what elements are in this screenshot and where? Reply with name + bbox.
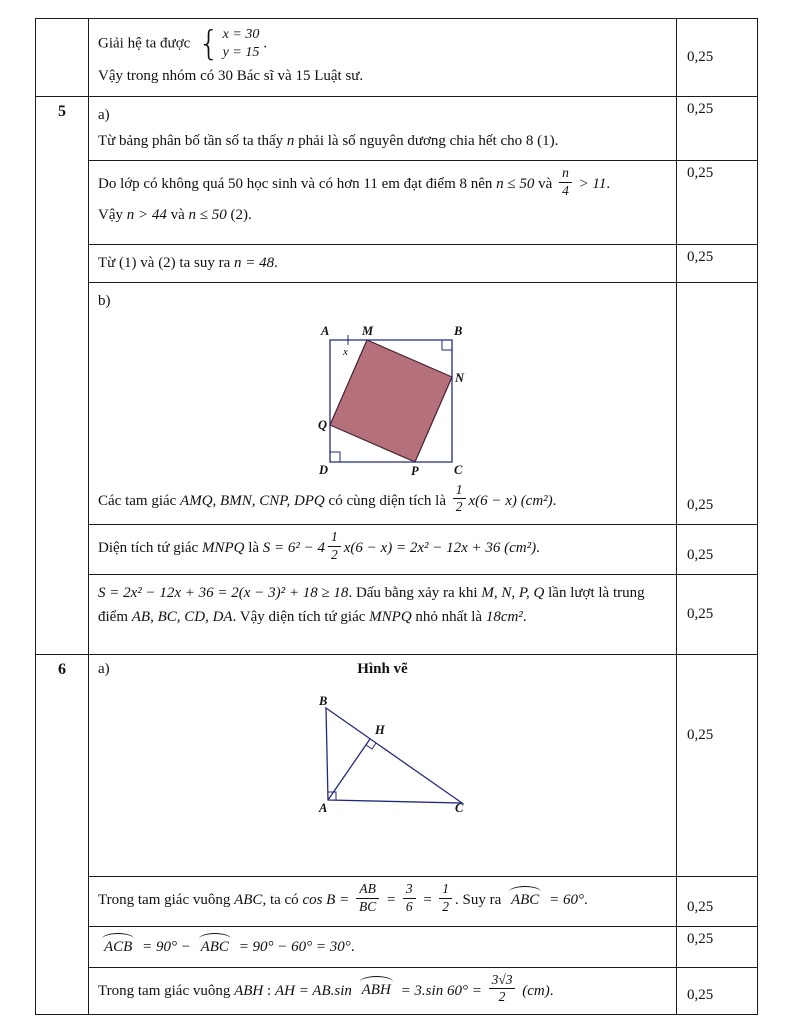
- text-run: .: [549, 982, 554, 999]
- points-cell: [677, 283, 758, 525]
- text-run: Diện tích tứ giác: [98, 540, 199, 557]
- math-run: cos B =: [302, 892, 350, 909]
- table-row: [36, 967, 758, 1015]
- vertex-label-c: C: [454, 801, 463, 815]
- text-run: .: [536, 540, 540, 557]
- points-cell: [677, 877, 758, 927]
- text-run: và: [170, 206, 185, 223]
- text-run: . Suy ra: [454, 892, 502, 909]
- right-angle-mark-d: [330, 452, 340, 462]
- points-value: 0,25: [687, 899, 714, 916]
- brace-glyph: {: [198, 23, 220, 64]
- math-run: S = 6² − 4: [262, 540, 326, 557]
- fraction: $\frac{1}{2}$: [453, 483, 466, 516]
- text-run: .: [350, 939, 355, 956]
- part-label: a): [98, 106, 110, 123]
- question-number-cell-empty: [36, 19, 89, 97]
- math-run: n = 48: [234, 255, 275, 272]
- vertex-label-n: N: [455, 370, 465, 385]
- text-run: có cùng diện tích là: [328, 492, 446, 509]
- math-run: = 90° −: [142, 939, 191, 956]
- segment-label-x: x: [343, 345, 348, 358]
- table-row: [36, 877, 758, 927]
- content-cell: [89, 525, 677, 575]
- text-run: , ta có: [262, 892, 299, 909]
- text-run: Do lớp có không quá 50 học sinh và có hơn 11 em đạt điểm 8 nên: [98, 175, 493, 192]
- triangle-figure-svg: [288, 694, 478, 814]
- solution-line: [98, 971, 667, 1008]
- math-run: S = 2x² − 12x + 36 = 2(x − 3)² + 18 ≥ 18: [98, 585, 349, 602]
- points-cell: [677, 525, 758, 575]
- content-cell: [89, 575, 677, 655]
- text-run: phải là số nguyên dương chia hết cho 8 (1).: [298, 132, 559, 149]
- solution-line: [98, 23, 667, 64]
- table-row: [36, 575, 758, 655]
- math-run: = 90° − 60° = 30°: [238, 939, 351, 956]
- content-cell: [89, 967, 677, 1015]
- angle-hat: ABC: [197, 934, 233, 959]
- math-run: ABC: [234, 892, 263, 909]
- points-cell: [677, 245, 758, 283]
- angle-hat: ABC: [507, 887, 543, 912]
- solution-line: [98, 204, 667, 227]
- fraction: $\frac{1}{2}$: [328, 530, 341, 563]
- text-run: lần lượt là trung điểm: [98, 585, 645, 625]
- solution-line: [98, 582, 667, 629]
- text-run: Các tam giác: [98, 492, 177, 509]
- content-cell: [89, 96, 677, 161]
- points-cell: [677, 96, 758, 161]
- table-row: [36, 927, 758, 967]
- fraction: $\frac{n}{4}$: [559, 166, 572, 199]
- points-value: 0,25: [687, 606, 714, 623]
- points-value: 0,25: [687, 931, 714, 948]
- vertex-label-a: A: [321, 323, 330, 338]
- fraction: $\frac{3√3}{2}$: [489, 973, 516, 1006]
- math-run: = 3.sin 60° =: [400, 982, 482, 999]
- vertex-label-b: B: [454, 323, 463, 338]
- angle-hat: ACB: [100, 934, 136, 959]
- math-run: AH = AB.sin: [274, 982, 352, 999]
- points-cell: [677, 19, 758, 97]
- text-run: Trong tam giác vuông: [98, 982, 231, 999]
- text-run: . Vậy diện tích tứ giác: [232, 608, 366, 625]
- points-cell: [677, 161, 758, 245]
- math-run: x(6 − x): [468, 492, 517, 509]
- content-cell: [89, 927, 677, 967]
- vertex-label-p: P: [411, 463, 419, 477]
- solution-line: [98, 130, 667, 153]
- table-row: [36, 525, 758, 575]
- part-label: b): [98, 293, 111, 310]
- content-cell: [89, 161, 677, 245]
- math-run: > 11: [578, 175, 607, 192]
- math-run: M, N, P, Q: [481, 585, 545, 602]
- text-run: Từ bảng phân bố tần số ta thấy: [98, 132, 284, 149]
- points-cell: [677, 575, 758, 655]
- text-run: Vậy: [98, 206, 123, 223]
- vertex-label-a: A: [318, 801, 327, 815]
- content-cell: [89, 283, 677, 525]
- text-run: là: [248, 540, 260, 557]
- text-run: :: [267, 982, 272, 999]
- right-angle-mark-b: [442, 340, 452, 350]
- math-run: n: [286, 132, 295, 149]
- points-value: 0,25: [687, 249, 714, 266]
- solution-line: [98, 481, 667, 518]
- math-run: =: [422, 892, 433, 909]
- points-value: 0,25: [687, 165, 714, 182]
- text-run: Vậy trong nhóm có 30 Bác sĩ và 15 Luật sư.: [98, 68, 364, 85]
- text-run: . Dấu bằng xảy ra khi: [348, 585, 478, 602]
- points-value: 0,25: [687, 497, 714, 514]
- equation: y = 15: [222, 45, 260, 61]
- figure-square: [98, 322, 667, 482]
- math-run: AMQ, BMN, CNP, DPQ: [180, 492, 325, 509]
- points-value: 0,25: [687, 727, 714, 744]
- angle-hat: ABH: [358, 977, 395, 1002]
- fraction: $\frac{1}{2}$: [439, 882, 452, 915]
- solution-line: [98, 881, 667, 917]
- math-run: n > 44: [126, 206, 167, 223]
- vertex-label-m: M: [362, 323, 374, 338]
- table-row: [36, 245, 758, 283]
- content-cell: [89, 245, 677, 283]
- altitude-ah: [328, 739, 370, 800]
- vertex-label-b: B: [318, 694, 327, 709]
- math-run: (cm²): [520, 492, 553, 509]
- part-label: a): [98, 661, 110, 678]
- inscribed-quadrilateral-mnpq: [330, 340, 452, 462]
- points-cell: [677, 927, 758, 967]
- math-run: 18cm²: [485, 608, 523, 625]
- table-row: [36, 161, 758, 245]
- equation-system: [198, 23, 260, 64]
- right-angle-mark-h: [366, 743, 376, 749]
- points-value: 0,25: [687, 100, 714, 117]
- vertex-label-d: D: [319, 462, 329, 477]
- math-run: =: [385, 892, 397, 909]
- solution-line: [98, 65, 667, 88]
- math-run: n ≤ 50: [188, 206, 227, 223]
- vertex-label-q: Q: [318, 417, 328, 432]
- content-cell: [89, 877, 677, 927]
- math-run: ABH: [234, 982, 264, 999]
- points-cell: [677, 655, 758, 877]
- content-cell: [89, 19, 677, 97]
- points-value: 0,25: [687, 48, 714, 65]
- question-number-cell: 5: [36, 96, 89, 655]
- figure-title-line: [98, 661, 667, 678]
- math-run: n ≤ 50: [496, 175, 535, 192]
- table-row: [36, 655, 758, 877]
- text-run: .: [606, 175, 611, 192]
- math-run: (cm²): [504, 540, 537, 557]
- points-value: 0,25: [687, 547, 714, 564]
- text-run: Trong tam giác vuông: [98, 892, 231, 909]
- answer-table: [35, 18, 758, 1015]
- math-run: x(6 − x) = 2x² − 12x + 36: [343, 540, 501, 557]
- math-run: MNPQ: [201, 540, 245, 557]
- solution-line: [98, 165, 667, 201]
- fraction: $\frac{AB}{BC}$: [356, 882, 379, 915]
- points-value: 0,25: [687, 987, 714, 1004]
- math-run: MNPQ: [369, 608, 412, 625]
- solution-line: [98, 934, 667, 959]
- math-run: = 60°: [549, 892, 584, 909]
- triangle-abc: [326, 708, 462, 803]
- text-run: và: [538, 175, 553, 192]
- text-run: Giải hệ ta được: [98, 35, 191, 52]
- solution-line: [98, 529, 667, 565]
- table-row: [36, 283, 758, 525]
- text-run: Từ (1) và (2) ta suy ra: [98, 255, 231, 272]
- solution-line: [98, 252, 667, 275]
- text-run: (2).: [230, 206, 252, 223]
- equation: x = 30: [222, 27, 260, 42]
- fraction: $\frac{3}{6}$: [403, 882, 416, 915]
- text-run: .: [522, 608, 527, 625]
- figure-title: Hình vẽ: [357, 661, 408, 678]
- text-run: .: [263, 35, 268, 52]
- text-run: .: [583, 892, 588, 909]
- content-cell: [89, 655, 677, 877]
- question-number-cell: 6: [36, 655, 89, 1015]
- vertex-label-c: C: [454, 462, 463, 477]
- vertex-label-h: H: [374, 723, 385, 738]
- points-cell: [677, 967, 758, 1015]
- figure-triangle: [98, 694, 667, 819]
- text-run: .: [274, 255, 278, 272]
- text-run: .: [552, 492, 557, 509]
- table-row: [36, 19, 758, 97]
- square-figure-svg: [300, 322, 465, 477]
- text-run: nhỏ nhất là: [415, 608, 483, 625]
- table-row: [36, 96, 758, 161]
- math-run: AB, BC, CD, DA: [131, 608, 233, 625]
- math-run: (cm): [522, 982, 550, 999]
